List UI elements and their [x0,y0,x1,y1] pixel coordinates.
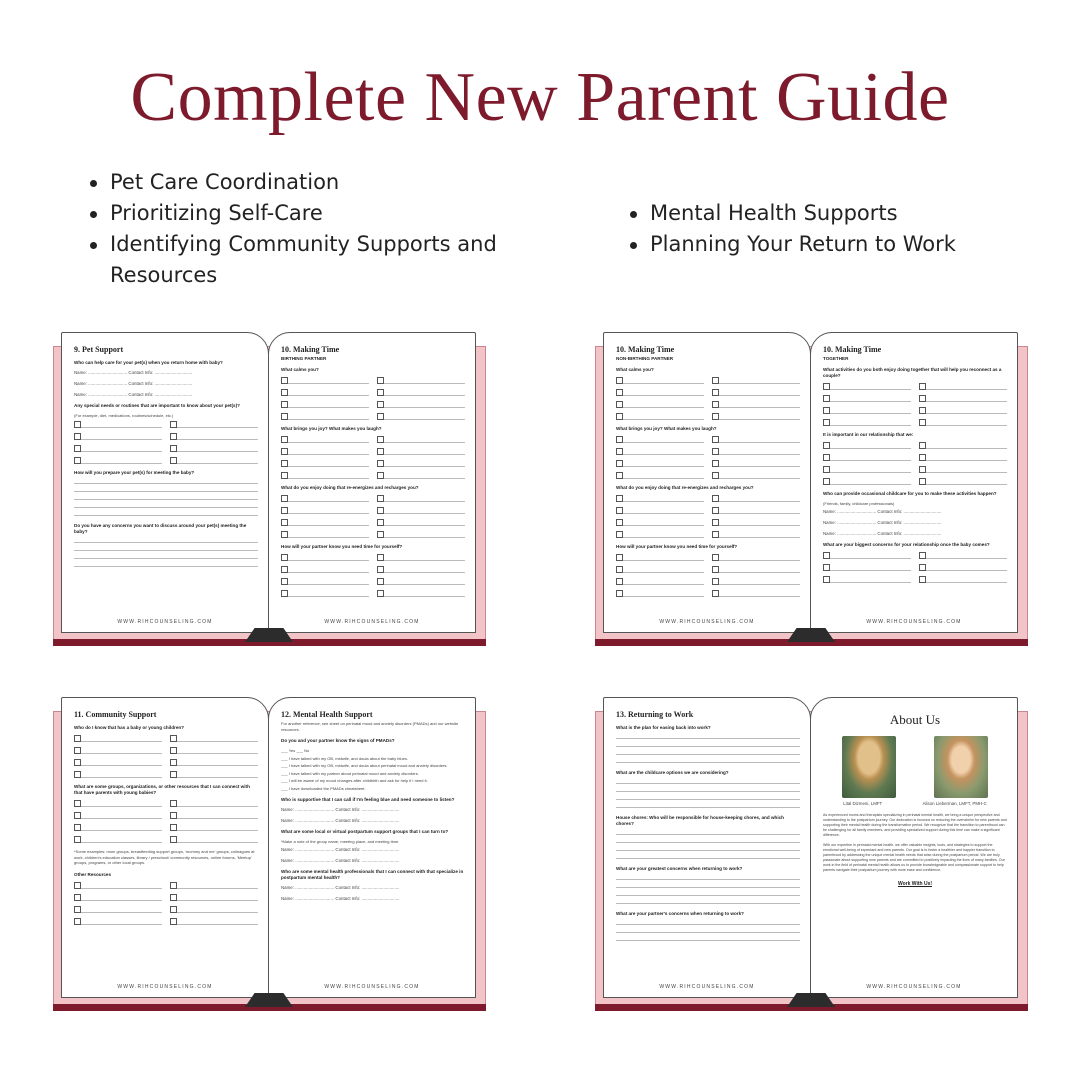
checkbox-list [616,554,800,597]
page-community-support [61,697,269,998]
book-community-and-mental-health [53,697,486,1022]
feature-item: Identifying Community Supports and Resources [86,229,506,291]
question: What calms you? [281,367,319,372]
checkbox-list [616,436,800,479]
author-name: Alison Lieberman, LMFT, PMH-C [922,801,987,806]
question: What brings you joy? What makes you laugh? [616,426,717,431]
feature-item: Pet Care Coordination [86,167,506,198]
contact-line: Name: ................................ Contact Info: ............................... [281,884,400,890]
checkbox-list [616,377,800,420]
checkbox-list [281,377,465,420]
question: Any special needs or routines that are important to know about your pet(s)? [74,403,240,408]
question: Who can help care for your pet(s) when you return home with baby? [74,360,223,365]
about-title: About Us [889,712,941,727]
feature-list-left [86,167,506,291]
checkbox-list [616,495,800,538]
question: Who do I know that has a baby or young children? [74,725,184,730]
contact-line: Name: ................................ Contact Info: ............................... [823,519,942,525]
question: What activities do you both enjoy doing together that will help you reconnect as a couple? [823,367,1002,378]
question: What are your greatest concerns when returning to work? [616,866,743,871]
page-footer: WWW.RIHCOUNSELING.COM [324,619,420,625]
author-photo [934,736,988,798]
contact-line: Name: ................................ Contact Info: ............................... [74,381,193,386]
page-footer: WWW.RIHCOUNSELING.COM [324,984,420,990]
page-pet-support [61,332,269,633]
checkbox-list [74,882,258,925]
about-paragraph: As experienced moms and therapists specializing in perinatal mental health, we bring a unique perspective and understanding to the postpartum journey. Our dedication is focused on reducing the overwhelm for new parents and supporting their mental health during the transformative period. We recognize that the transition to parenthood can be challenging for all family members, and providing specialized support during this time can make a significant difference. [823,813,1007,837]
book-pet-and-time [53,332,486,657]
section-title: 11. Community Support [74,710,157,719]
author-name: Lital Dizmeni, LMFT [843,801,883,806]
page-footer: WWW.RIHCOUNSELING.COM [117,984,213,990]
question: What brings you joy? What makes you laugh? [281,426,382,431]
question-note: (Friends, family, childcare professionals) [823,501,895,506]
contact-line: Name: ................................ Contact Info: ............................... [823,508,942,514]
question: What are the childcare options we are considering? [616,770,729,775]
section-title: 10. Making Time [823,345,882,354]
checkbox-list [823,383,1007,426]
checklist-item: ___ I have talked with my OB, midwife, and doula about perinatal mood and anxiety disorders. [281,763,448,768]
feature-list-right [626,198,1046,260]
checkbox-list [281,554,465,597]
question: Do you and your partner know the signs of PMADs? [281,738,395,743]
section-title: 13. Returning to Work [616,710,694,719]
page-title: Complete New Parent Guide [130,59,950,136]
question-note: *Make a note of the group name, meeting place, and meeting time. [281,839,400,844]
checkbox-list [281,495,465,538]
contact-line: Name: ................................ Contact Info: ............................... [74,392,193,397]
page-footer: WWW.RIHCOUNSELING.COM [866,619,962,625]
checkbox-list [823,552,1007,583]
contact-line: Name: ................................ Contact Info: ............................... [281,807,400,812]
author-captions [823,801,1007,806]
checklist-item: ___ I have talked with my OB, midwife, and doula about the baby blues. [281,755,408,761]
page-mental-health-support [268,697,476,998]
book-work-and-about [595,697,1028,1022]
question: What is the plan for easing back into work? [616,725,711,730]
section-subtitle: BIRTHING PARTNER [281,356,327,361]
page-making-time-non-birthing [603,332,811,633]
contact-line: Name: ................................ Contact Info: ............................... [281,857,400,863]
book-making-time [595,332,1028,657]
question: Other Resources [74,871,112,877]
question: What are some local or virtual postpartum support groups that I can turn to? [281,829,449,834]
checkbox-list [74,421,258,464]
section-title: 10. Making Time [281,345,340,354]
intro-text: For another reference, see sheet on perinatal mood and anxiety disorders (PMADs) and our website resources. [281,721,459,732]
checklist-item: ___ I will be aware of my mood changes after childbirth and ask for help if I need it. [281,778,428,783]
question: How will your partner know you need time for yourself? [281,544,403,549]
feature-item: Planning Your Return to Work [626,229,1046,260]
checkbox-list [823,442,1007,485]
question: What are your biggest concerns for your relationship once the baby comes? [823,541,990,547]
checkbox-list [74,800,258,843]
contact-line: Name: ................................ Contact Info: ............................... [281,818,400,823]
question: Who can provide occasional childcare for you to make these activities happen? [823,491,997,496]
section-subtitle: NON-BIRTHING PARTNER [616,356,674,361]
about-paragraph: With our expertise in perinatal mental health, we offer valuable insights, tools, and strategies to support the emotional well-being of expectant and new parents. Our goal is to foster a healthier and happier transition to parenthood by addressing the unique mental health needs that arise during the postpartum period. We are truly passionate about supporting new parents and are committed to positively impacting the lives of many families. Our work in the field of perinatal mental health allows us to provide knowledgeable and compassionate support to help parents navigate their postpartum journey with more ease and confidence. [823,843,1005,872]
question-note: *Some examples: mom groups, breastfeeding support groups, 'mommy and me' groups, colleagues at work, children's education classes, library / preschool/ community resources, online forums, 'Meetup' groups, programs, or other local groups. [74,849,255,865]
page-making-time-birthing [268,332,476,633]
question-note: (For example, diet, medications, routines/schedule, etc.) [74,413,174,418]
contact-line: Name: ................................ Contact Info: ............................... [823,530,942,536]
section-title: 9. Pet Support [74,345,124,354]
page-about-us [810,697,1018,998]
page-footer: WWW.RIHCOUNSELING.COM [117,619,213,625]
page-returning-to-work [603,697,811,998]
answer-option: ___ Yes ___ No [281,748,310,753]
page-footer: WWW.RIHCOUNSELING.COM [866,984,962,990]
page-making-time-together [810,332,1018,633]
author-photos [823,736,1007,798]
checkbox-list [281,436,465,479]
section-subtitle: TOGETHER [823,356,849,361]
contact-line: Name: ................................ Contact Info: ............................... [74,370,193,375]
section-title: 10. Making Time [616,345,675,354]
checklist-item: ___ I have downloaded the PMADs cheatsheet. [281,785,366,791]
question: It is important in our relationship that we: [823,432,914,437]
question: How will you prepare your pet(s) for meeting the baby? [74,469,195,475]
question: Who are some mental health professionals that I can connect with that specialize in postpartum mental health? [281,868,464,880]
checklist-item: ___ I have talked with my partner about perinatal mood and anxiety disorders. [281,770,419,776]
page-footer: WWW.RIHCOUNSELING.COM [659,984,755,990]
question: What are some groups, organizations, or other resources that I can connect with that have parents with young babies? [74,784,250,795]
question: What are your partner's concerns when returning to work? [616,911,744,916]
feature-item: Prioritizing Self-Care [86,198,506,229]
question: How will your partner know you need time for yourself? [616,544,738,549]
question: Who is supportive that I can call if I'm feeling blue and need someone to listen? [281,797,455,802]
question: What do you enjoy doing that re-energizes and recharges you? [281,485,419,490]
page-footer: WWW.RIHCOUNSELING.COM [659,619,755,625]
question: What do you enjoy doing that re-energizes and recharges you? [616,485,754,490]
contact-line: Name: ................................ Contact Info: ............................... [281,846,400,852]
section-title: 12. Mental Health Support [281,710,373,719]
author-photo [842,736,896,798]
question: What calms you? [616,367,654,372]
question: Do you have any concerns you want to discuss around your pet(s) meeting the baby? [74,522,247,534]
contact-line: Name: ................................ Contact Info: ............................... [281,895,400,901]
work-with-us-link[interactable]: Work With Us! [897,881,933,887]
feature-item: Mental Health Supports [626,198,1046,229]
checkbox-list [74,735,258,778]
question: House chores: Who will be responsible for house-keeping chores, and which chores? [616,815,784,826]
